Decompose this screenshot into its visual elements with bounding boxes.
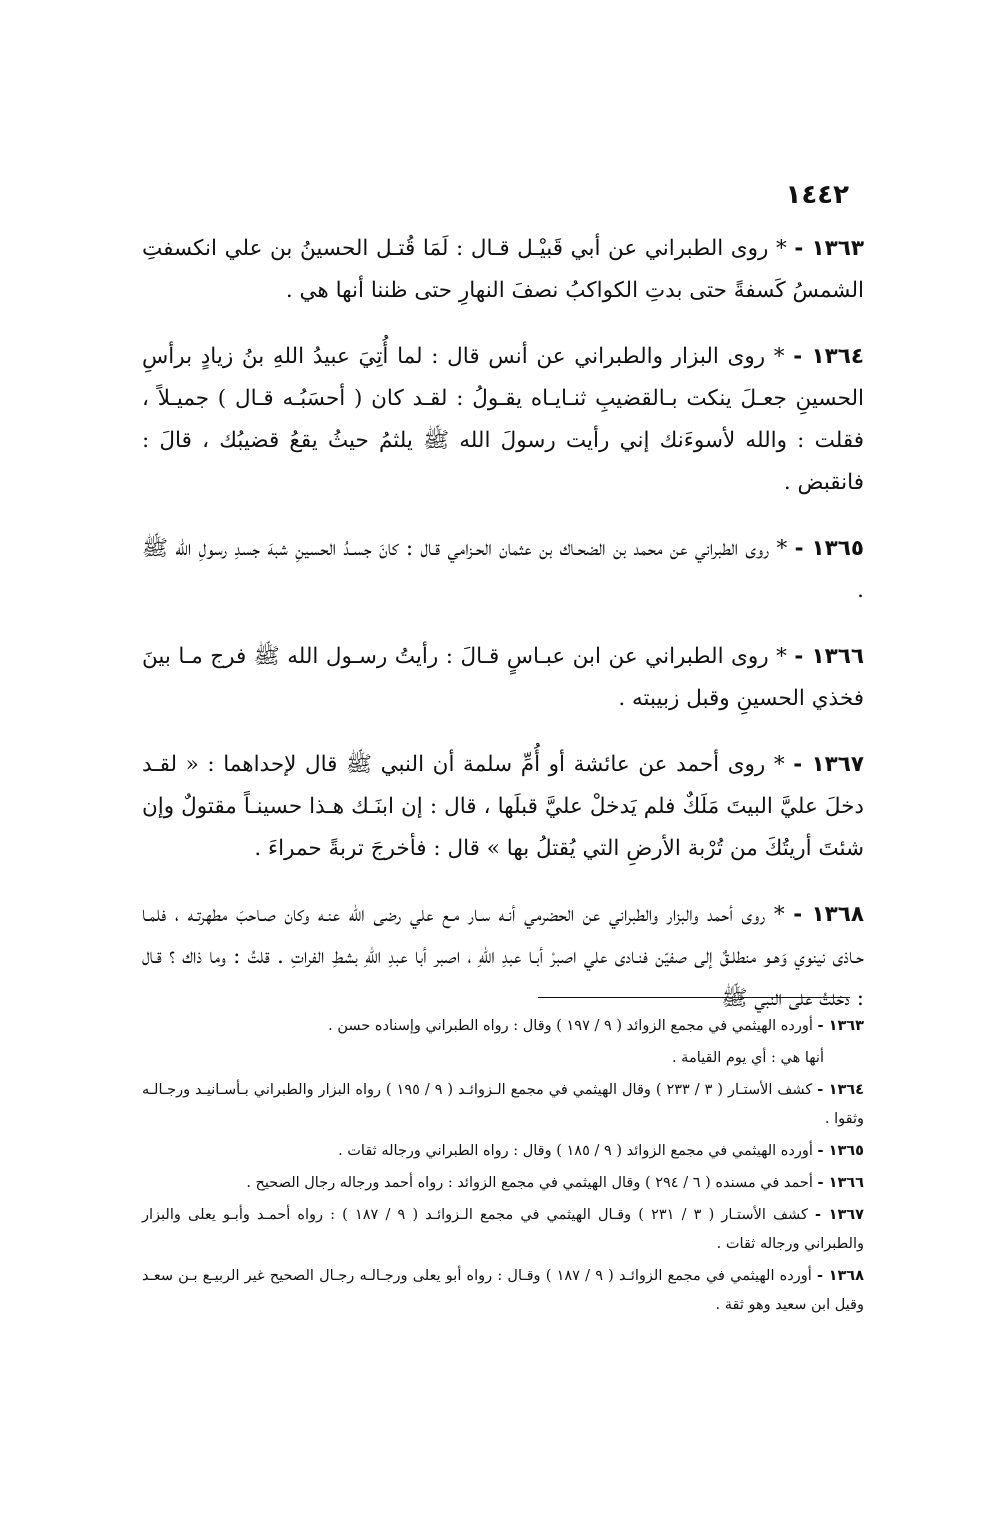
hadith-text: * روى الطبراني عن محمد بن الضحـاك بن عثمان الحـزامي قـال : كانَ جسـدُ الحسينِ شبهَ جسدِ رسولِ الله ﷺ . — [142, 536, 864, 603]
footnote — [142, 1262, 864, 1320]
hadith-entry — [142, 336, 864, 504]
hadith-number: ١٣٦٦ - — [794, 644, 864, 669]
footnote-text: أورده الهيثمي في مجمع الزوائد ( ٩ / ١٩٧ ) وقال : رواه الطبراني وإسناده حسن . — [328, 1018, 813, 1034]
footnote-text: كشف الأستـار ( ٣ / ٢٣٣ ) وقال الهيثمي في مجمع الـزوائـد ( ٩ / ١٩٥ ) رواه البزار والطبراني بـأسـانيـد ورجـالـه وثقوا . — [142, 1082, 864, 1127]
hadith-entries — [142, 228, 864, 1044]
footnote-text: أورده الهيثمي في مجمع الزوائد ( ٩ / ١٨٥ ) وقال : رواه الطبراني ورجاله ثقات . — [338, 1143, 813, 1159]
page-number: ١٤٤٢ — [785, 180, 849, 210]
footnote-number: ١٣٦٥ - — [817, 1143, 864, 1159]
hadith-paragraph — [142, 744, 864, 870]
hadith-number: ١٣٦٤ - — [793, 344, 864, 369]
hadith-text: * روى أحمد والبزار والطبراني عن الحضرمي أنـه سـار مـع علي رضى الله عنـه وكان صـاحبَ مطهرتـه ، فلمـا حـاذى نينوي وَهـو منطلـقٌ إلى صفيّن فنـادى علي اصبرْ أبـا عبدِ اللهِ ، اصبر أبا عبدِ اللهِ بشطِ الفراتِ . قلتُ : وما ذاك ؟ قـال : دخلتُ على النبي ﷺ — [142, 902, 864, 1011]
hadith-entry — [142, 894, 864, 1020]
hadith-number: ١٣٦٥ - — [794, 536, 864, 561]
hadith-paragraph — [142, 528, 864, 612]
hadith-paragraph — [142, 228, 864, 312]
hadith-text: * روى البزار والطبراني عن أنس قال : لما أُتِيَ عبيدُ اللهِ بنُ زيادٍ برأسِ الحسينِ جعـلَ ينكت بـالقضيبِ ثنـايـاه يقـولُ : لقـد كان ( أحسَبُـه قـال ) جميـلاً ، فقلت : والله لأسوءَنك إني رأيت رسولَ الله ﷺ يلثمُ حيثُ يقعُ قضيبُك ، قالَ : فانقبض . — [142, 344, 864, 495]
hadith-text: * روى أحمد عن عائشة أو أُمِّ سلمة أن النبي ﷺ قال لإحداهما : « لقـد دخلَ عليَّ البيتَ مَلَكٌ فلم يَدخلْ عليَّ قبلَها ، قال : إن ابنَـك هـذا حسينـاً مقتولٌ وإن شئتَ أريتُكَ من تُرْبة الأرضِ التي يُقتلُ بها » قال : فأخرجَ تربةً حمراءَ . — [142, 752, 864, 861]
footnote-note: أنها هي : أي يوم القيامة . — [671, 1050, 824, 1066]
footnote — [142, 1201, 864, 1259]
footnote-text: كشف الأستـار ( ٣ / ٢٣١ ) وقـال الهيثمي في مجمع الـزوائـد ( ٩ / ١٨٧ ) : رواه أحمـد وأبـو يعلى والبزار والطبراني ورجاله ثقات . — [142, 1207, 864, 1252]
footnotes — [142, 1012, 864, 1323]
footnote-number: ١٣٦٨ - — [816, 1268, 864, 1284]
footnote-number: ١٣٦٣ - — [817, 1018, 864, 1034]
footnote-number: ١٣٦٧ - — [815, 1207, 865, 1223]
hadith-entry — [142, 636, 864, 720]
hadith-text: * روى الطبراني عن ابن عبـاسٍ قـالَ : رأيتُ رسـول الله ﷺ فرج مـا بينَ فخذي الحسينِ وقبل زبيبته . — [142, 644, 864, 711]
hadith-paragraph — [142, 636, 864, 720]
hadith-entry — [142, 744, 864, 870]
hadith-number: ١٣٦٧ - — [793, 752, 864, 777]
hadith-number: ١٣٦٨ - — [793, 902, 864, 927]
hadith-number: ١٣٦٣ - — [794, 236, 864, 261]
hadith-entry — [142, 228, 864, 312]
hadith-paragraph — [142, 894, 864, 1020]
footnote-number: ١٣٦٤ - — [817, 1082, 864, 1098]
footnote — [142, 1137, 864, 1166]
footnote — [142, 1169, 864, 1198]
footnote-divider — [538, 997, 850, 998]
footnote-number: ١٣٦٦ - — [817, 1175, 864, 1191]
hadith-paragraph — [142, 336, 864, 504]
footnote — [142, 1076, 864, 1134]
hadith-entry — [142, 528, 864, 612]
footnote-text: أورده الهيثمي في مجمع الزوائـد ( ٩ / ١٨٧ ) وقـال : رواه أبو يعلى ورجـالـه رجـال الصحيح غير الربيـع بـن سعـد وقيل ابن سعيد وهو ثقة . — [142, 1268, 864, 1313]
hadith-text: * روى الطبراني عن أبي قَبيْـل قـال : لَمَا قُتـل الحسينُ بن علي انكسفتِ الشمسُ كَسفةً حتى بدتِ الكواكبُ نصفَ النهارِ حتى ظننا أنها هي . — [142, 236, 864, 303]
footnote-text: أحمد في مسنده ( ٦ / ٢٩٤ ) وقال الهيثمي في مجمع الزوائد : رواه أحمد ورجاله رجال الصحيح . — [246, 1175, 813, 1191]
footnote — [142, 1012, 864, 1041]
